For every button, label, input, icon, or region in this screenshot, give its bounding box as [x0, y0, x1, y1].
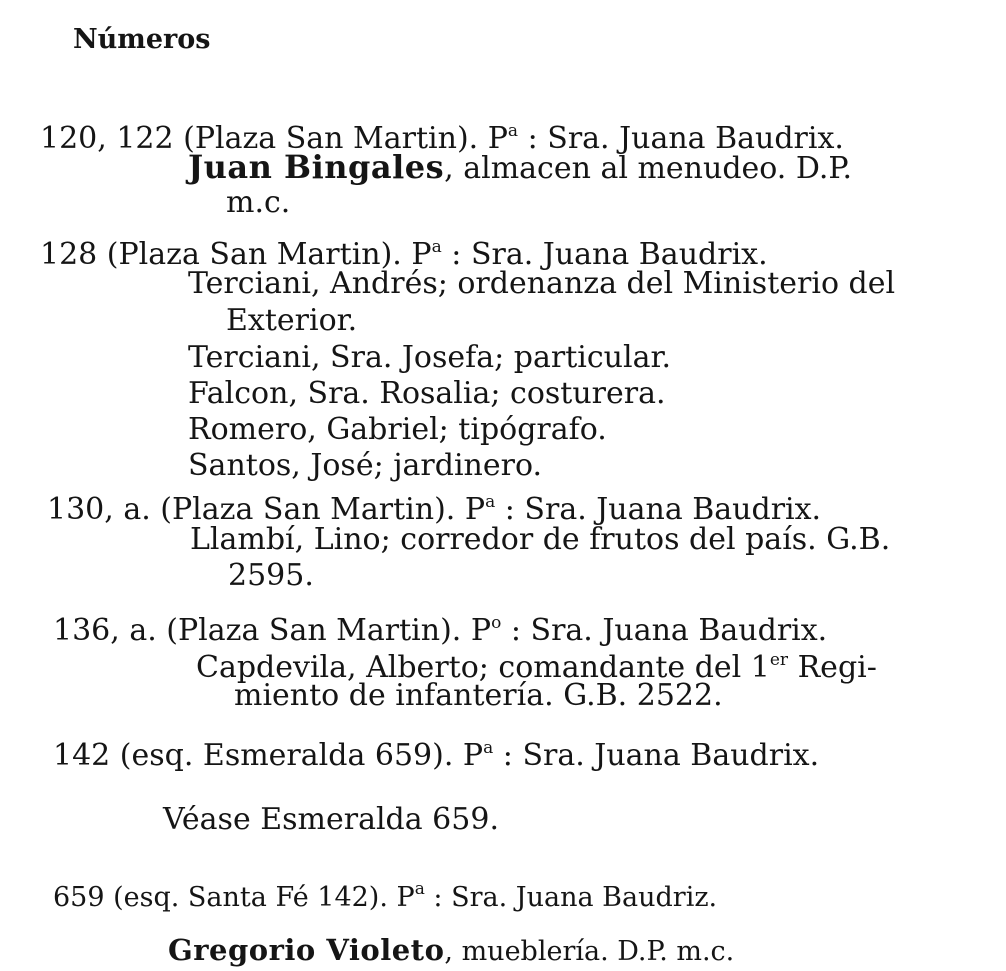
address: 142 (esq. Esmeralda 659).: [53, 738, 454, 773]
resident-name: Juan Bingales: [188, 148, 445, 186]
resident-line-cont: m.c.: [226, 185, 291, 220]
proprietor-abbr: $P^a$: [396, 879, 425, 913]
separator: :: [433, 882, 443, 913]
resident-line: [188, 148, 852, 188]
resident-line: Capdevila, Alberto; comandante del 1er Regi-: [196, 650, 877, 685]
separator: :: [502, 738, 513, 773]
owner: Sra. Juana Baudrix.: [522, 738, 820, 773]
address: 130, a. (Plaza San Martin).: [47, 492, 456, 527]
owner: Sra. Juana Baudrix.: [470, 237, 768, 272]
proprietor-abbr: $P^a$: [462, 738, 494, 773]
address: 120, 122 (Plaza San Martin).: [40, 121, 479, 156]
separator: :: [451, 237, 462, 272]
address: 136, a. (Plaza San Martin).: [53, 613, 462, 648]
resident-line-cont: miento de infantería. G.B. 2522.: [234, 678, 723, 713]
address: 659 (esq. Santa Fé 142).: [53, 882, 388, 913]
entry-address-line: [53, 729, 819, 775]
resident-line: Santos, José; jardinero.: [188, 448, 543, 483]
section-heading: Números: [73, 24, 211, 55]
resident-desc: , mueblería. D.P. m.c.: [444, 936, 735, 967]
resident-line: Romero, Gabriel; tipógrafo.: [188, 412, 607, 447]
resident-line-cont: 2595.: [228, 558, 314, 593]
resident-name: Gregorio Violeto: [168, 933, 445, 967]
separator: :: [527, 121, 538, 156]
owner: Sra. Juana Baudriz.: [451, 882, 718, 913]
proprietor-abbr: $P^o$: [470, 613, 502, 648]
resident-line: [168, 931, 734, 971]
resident-desc: , almacen al menudeo. D.P.: [444, 151, 853, 186]
resident-line: Terciani, Sra. Josefa; particular.: [188, 340, 672, 375]
owner: Sra. Juana Baudrix.: [524, 492, 822, 527]
address: 128 (Plaza San Martin).: [40, 237, 402, 272]
proprietor-abbr: $P^a$: [464, 492, 496, 527]
proprietor-abbr: $P^a$: [487, 121, 519, 156]
resident-line-cont: Exterior.: [226, 303, 358, 338]
separator: :: [510, 613, 521, 648]
separator: :: [504, 492, 515, 527]
proprietor-abbr: $P^a$: [411, 237, 442, 272]
resident-line: Falcon, Sra. Rosalia; costurera.: [188, 376, 666, 411]
owner: Sra. Juana Baudrix.: [547, 121, 844, 156]
resident-line: Llambí, Lino; corredor de frutos del país. G.B.: [190, 522, 891, 557]
see-also-line: Véase Esmeralda 659.: [163, 802, 499, 837]
owner: Sra. Juana Baudrix.: [530, 613, 828, 648]
resident-line: Terciani, Andrés; ordenanza del Ministerio del: [188, 266, 896, 301]
entry-address-line: [53, 870, 717, 917]
